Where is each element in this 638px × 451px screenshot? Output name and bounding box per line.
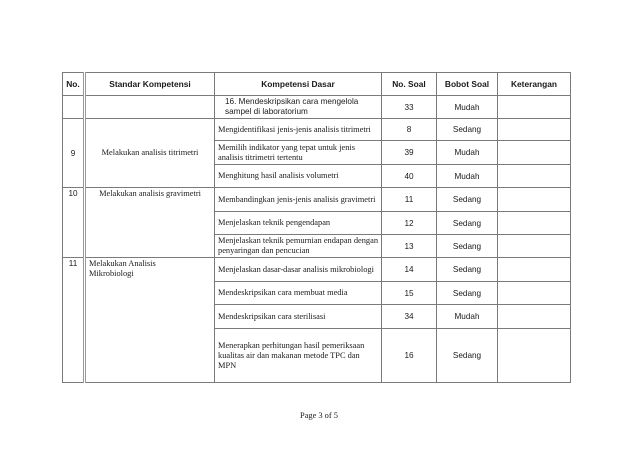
cell-bobot: Sedang — [437, 235, 498, 258]
header-standar-kompetensi: Standar Kompetensi — [85, 73, 215, 96]
cell-no: 10 — [63, 188, 85, 258]
header-bobot-soal: Bobot Soal — [437, 73, 498, 96]
cell-bobot: Sedang — [437, 212, 498, 235]
cell-no-soal: 40 — [382, 165, 437, 188]
cell-bobot: Mudah — [437, 305, 498, 329]
cell-kompetensi: Menjelaskan teknik pengendapan — [215, 212, 382, 235]
cell-standar: Melakukan analisis gravimetri — [85, 188, 215, 258]
cell-standar: Melakukan analisis titrimetri — [85, 119, 215, 188]
cell-no-soal: 33 — [382, 96, 437, 119]
header-kompetensi-dasar: Kompetensi Dasar — [215, 73, 382, 96]
cell-kompetensi: Memilih indikator yang tepat untuk jenis analisis titrimetri tertentu — [215, 141, 382, 165]
cell-keterangan — [498, 119, 571, 141]
cell-keterangan — [498, 141, 571, 165]
cell-keterangan — [498, 235, 571, 258]
cell-kompetensi: Menghitung hasil analisis volumetri — [215, 165, 382, 188]
cell-bobot: Sedang — [437, 258, 498, 282]
cell-no-soal: 16 — [382, 329, 437, 383]
cell-no-soal: 39 — [382, 141, 437, 165]
header-no-soal: No. Soal — [382, 73, 437, 96]
cell-keterangan — [498, 282, 571, 305]
cell-kompetensi: Menjelaskan dasar-dasar analisis mikrobiologi — [215, 258, 382, 282]
cell-kompetensi: Membandingkan jenis-jenis analisis gravimetri — [215, 188, 382, 212]
cell-keterangan — [498, 165, 571, 188]
cell-kompetensi: 16. Mendeskripsikan cara mengelola sampel di laboratorium — [215, 96, 382, 119]
header-no: No. — [63, 73, 85, 96]
cell-keterangan — [498, 188, 571, 212]
cell-no-soal: 34 — [382, 305, 437, 329]
cell-standar — [85, 96, 215, 119]
cell-bobot: Sedang — [437, 119, 498, 141]
cell-kompetensi: Mendeskripsikan cara membuat media — [215, 282, 382, 305]
cell-no: 11 — [63, 258, 85, 383]
cell-kompetensi: Mengidentifikasi jenis-jenis analisis titrimetri — [215, 119, 382, 141]
cell-keterangan — [498, 212, 571, 235]
cell-bobot: Sedang — [437, 188, 498, 212]
cell-keterangan — [498, 329, 571, 383]
cell-keterangan — [498, 305, 571, 329]
cell-kompetensi: Mendeskripsikan cara sterilisasi — [215, 305, 382, 329]
cell-keterangan — [498, 258, 571, 282]
table-row — [63, 188, 571, 212]
cell-bobot: Mudah — [437, 141, 498, 165]
cell-bobot: Mudah — [437, 165, 498, 188]
cell-no: 9 — [63, 119, 85, 188]
cell-no-soal: 11 — [382, 188, 437, 212]
page-number: Page 3 of 5 — [300, 411, 338, 420]
cell-no-soal: 8 — [382, 119, 437, 141]
table-row — [63, 119, 571, 141]
table-row — [63, 258, 571, 282]
cell-no-soal: 15 — [382, 282, 437, 305]
cell-bobot: Sedang — [437, 282, 498, 305]
cell-no-soal: 12 — [382, 212, 437, 235]
cell-keterangan — [498, 96, 571, 119]
cell-no — [63, 96, 85, 119]
cell-kompetensi: Menerapkan perhitungan hasil pemeriksaan kualitas air dan makanan metode TPC dan MPN — [215, 329, 382, 383]
cell-no-soal: 13 — [382, 235, 437, 258]
cell-kompetensi: Menjelaskan teknik pemurnian endapan dengan penyaringan dan pencucian — [215, 235, 382, 258]
cell-bobot: Mudah — [437, 96, 498, 119]
header-keterangan: Keterangan — [498, 73, 571, 96]
kisi-kisi-table — [62, 72, 571, 383]
cell-no-soal: 14 — [382, 258, 437, 282]
table-row — [63, 96, 571, 119]
table-header-row — [63, 73, 571, 96]
cell-standar: Melakukan Analisis Mikrobiologi — [85, 258, 215, 383]
cell-bobot: Sedang — [437, 329, 498, 383]
